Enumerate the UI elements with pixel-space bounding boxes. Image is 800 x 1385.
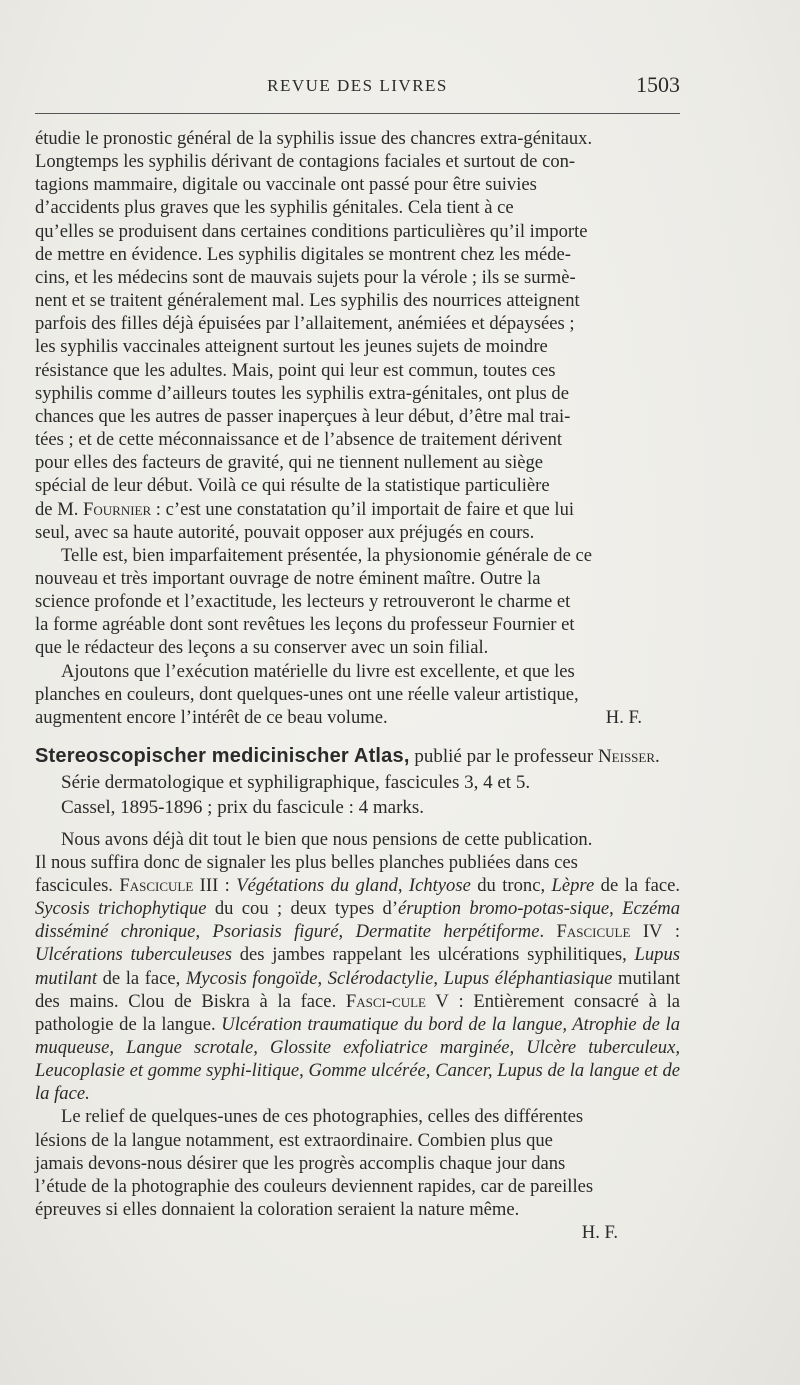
text-line: Nous avons déjà dit tout le bien que nous pensions de cette publication.: [61, 828, 593, 850]
text-line: qu’elles se produisent dans certaines conditions particulières qu’il importe: [35, 220, 588, 242]
text-line: l’étude de la photographie des couleurs deviennent rapides, car de pareilles: [35, 1175, 594, 1197]
text-line: tées ; et de cette méconnaissance et de l’absence de traitement dérivent: [35, 429, 563, 451]
plate-title: Dermatite herpétiforme: [355, 921, 540, 943]
spacer: [35, 821, 680, 828]
text-fragment: augmentent encore l’intérêt de ce beau volume.: [35, 706, 388, 728]
text-line: Ajoutons que l’exécution matérielle du livre est excellente, et que les: [61, 660, 575, 682]
reviewer-signature: H. F.: [605, 706, 642, 728]
text-line: nouveau et très important ouvrage de notre éminent maître. Outre la: [35, 567, 541, 589]
review-paragraph-2: [35, 544, 680, 660]
plate-title: Sclérodactylie: [327, 967, 434, 989]
text-fragment: Entièrement consacré à la pathologie de la langue.: [35, 990, 680, 1035]
author-name: Neisser.: [597, 746, 660, 768]
page-header: [35, 72, 680, 100]
review-paragraph-1: [35, 127, 680, 544]
plate-title: Psoriasis figuré: [212, 921, 339, 943]
text-line: pour elles des facteurs de gravité, qui ne tiennent nullement au siège: [35, 452, 544, 474]
text-fragment: Cassel, 1895-1896 ; prix du fascicule : 4 marks.: [61, 797, 425, 819]
fascicle-list: fascicules. Fascicule III : Végétations du gland, Ichtyose du tronc, Lèpre de la face. Sycosis trichophytique du cou ; deux types d’éruption bromo-potas-sique, Eczéma disséminé chronique, Psoriasis figuré, Dermatite herpétiforme. Fascicule IV : Ulcérations tuberculeuses des jambes rappelant les ulcérations syphilitiques, Lupus mutilant de la face, Mycosis fongoïde, Sclérodactylie, Lupus éléphantiasique mutilant des mains. Clou de Biskra à la face. Fasci-cule V : Entièrement consacré à la pathologie de la langue. Ulcération traumatique du bord de la langue, Atrophie de la muqueuse, Langue scrotale, Glossite exfoliatrice marginée, Ulcère tuberculeux, Leucoplasie et gomme syphi-litique, Gomme ulcérée, Cancer, Lupus de la langue et de la face.: [35, 874, 681, 1105]
text-fragment: de M.: [35, 498, 84, 520]
plate-title: Eczéma disséminé chronique: [35, 898, 680, 943]
review-paragraph-3: [35, 660, 680, 729]
plate-list: Ulcération traumatique du bord de la langue, Atrophie de la muqueuse, Langue scrotale, Glossite exfoliatrice marginée, Ulcère tuberculeux, Leucoplasie et gomme syphi-litique, Gomme ulcérée, Cancer, Lupus de la langue et de la face.: [35, 1013, 680, 1105]
text-line: Il nous suffira donc de signaler les plus belles planches publiées dans ces: [35, 851, 578, 873]
plate-title: Végétations du gland: [236, 874, 398, 896]
fascicle-label: Fascicule IV: [556, 921, 663, 943]
text-line: Telle est, bien imparfaitement présentée, la physionomie générale de ce: [61, 544, 592, 566]
text-line: Le relief de quelques-unes de ces photographies, celles des différentes: [61, 1106, 584, 1128]
text-line: planches en couleurs, dont quelques-unes ont une réelle valeur artistique,: [35, 683, 579, 705]
plate-title: Mycosis fongoïde: [185, 967, 318, 989]
page-number: 1503: [636, 72, 680, 97]
author-name: Fournier: [83, 498, 152, 520]
text-line: lésions de la langue notamment, est extraordinaire. Combien plus que: [35, 1129, 553, 1151]
text-line: les syphilis vaccinales atteignent surtout les jeunes sujets de moindre: [35, 336, 548, 358]
plate-title: Lupus mutilant: [35, 944, 680, 989]
text-line: de mettre en évidence. Les syphilis digitales se montrent chez les méde-: [35, 243, 571, 265]
text-line: seul, avec sa haute autorité, pouvait opposer aux préjugés en cours.: [35, 521, 535, 543]
text-line: chances que les autres de passer inaperçues à leur début, d’être mal trai-: [35, 405, 571, 427]
text-fragment: : c’est une constatation qu’il importait de faire et que lui: [151, 498, 575, 520]
text-line: que le rédacteur des leçons a su conserver avec un soin filial.: [35, 637, 489, 659]
fascicle-label: Fascicule III: [119, 874, 219, 896]
running-title: REVUE DES LIVRES: [267, 76, 448, 95]
text-line: Longtemps les syphilis dérivant de contagions faciales et surtout de con-: [35, 151, 576, 173]
text-fragment: Série dermatologique et syphiligraphique, fascicules 3, 4 et 5.: [61, 771, 531, 793]
plate-title: Lèpre: [551, 874, 595, 896]
text-line: cins, et les médecins sont de mauvais sujets pour la vérole ; ils se surmè-: [35, 266, 576, 288]
text-line: [35, 498, 680, 521]
plate-title: Lupus éléphantiasique: [443, 967, 613, 989]
text-line: science profonde et l’exactitude, les lecteurs y retrouveront le charme et: [35, 591, 571, 613]
text-line: d’accidents plus graves que les syphilis génitales. Cela tient à ce: [35, 197, 514, 219]
text-line: parfois des filles déjà épuisées par l’allaitement, anémiées et dépaysées ;: [35, 313, 575, 335]
plate-title: Ichtyose: [408, 874, 471, 896]
page-body: [35, 127, 680, 1244]
text-line: [35, 706, 680, 729]
review-2-body: [35, 828, 680, 1245]
text-line: étudie le pronostic général de la syphilis issue des chancres extra-génitaux.: [35, 128, 593, 149]
text-line: syphilis comme d’ailleurs toutes les syphilis extra-génitales, ont plus de: [35, 382, 569, 404]
book-citation-heading: [35, 744, 680, 821]
text-line: jamais devons-nous désirer que les progrès accomplis chaque jour dans: [35, 1152, 566, 1174]
text-line: tagions mammaire, digitale ou vaccinale ont passé pour être suivies: [35, 174, 537, 196]
text-line: la forme agréable dont sont revêtues les leçons du professeur Fournier et: [35, 614, 575, 636]
text-line: spécial de leur début. Voilà ce qui résulte de la statistique particulière: [35, 475, 550, 497]
text-line: épreuves si elles donnaient la coloration seraient la nature même.: [35, 1199, 520, 1221]
plate-title: éruption bromo-potas-sique: [398, 898, 610, 920]
reviewer-signature: H. F.: [581, 1222, 618, 1244]
plate-title: Sycosis trichophytique: [35, 898, 207, 920]
text-line: nent et se traitent généralement mal. Les syphilis des nourrices atteignent: [35, 290, 580, 312]
fascicle-label: Fasci-cule V: [345, 990, 449, 1012]
text-fragment: publié par le professeur: [409, 746, 598, 768]
plate-title: Ulcérations tuberculeuses: [35, 944, 233, 966]
header-rule: [35, 113, 680, 114]
text-line: résistance que les adultes. Mais, point qui leur est commun, toutes ces: [35, 359, 556, 381]
book-title: Stereoscopischer medicinischer Atlas,: [35, 745, 410, 768]
